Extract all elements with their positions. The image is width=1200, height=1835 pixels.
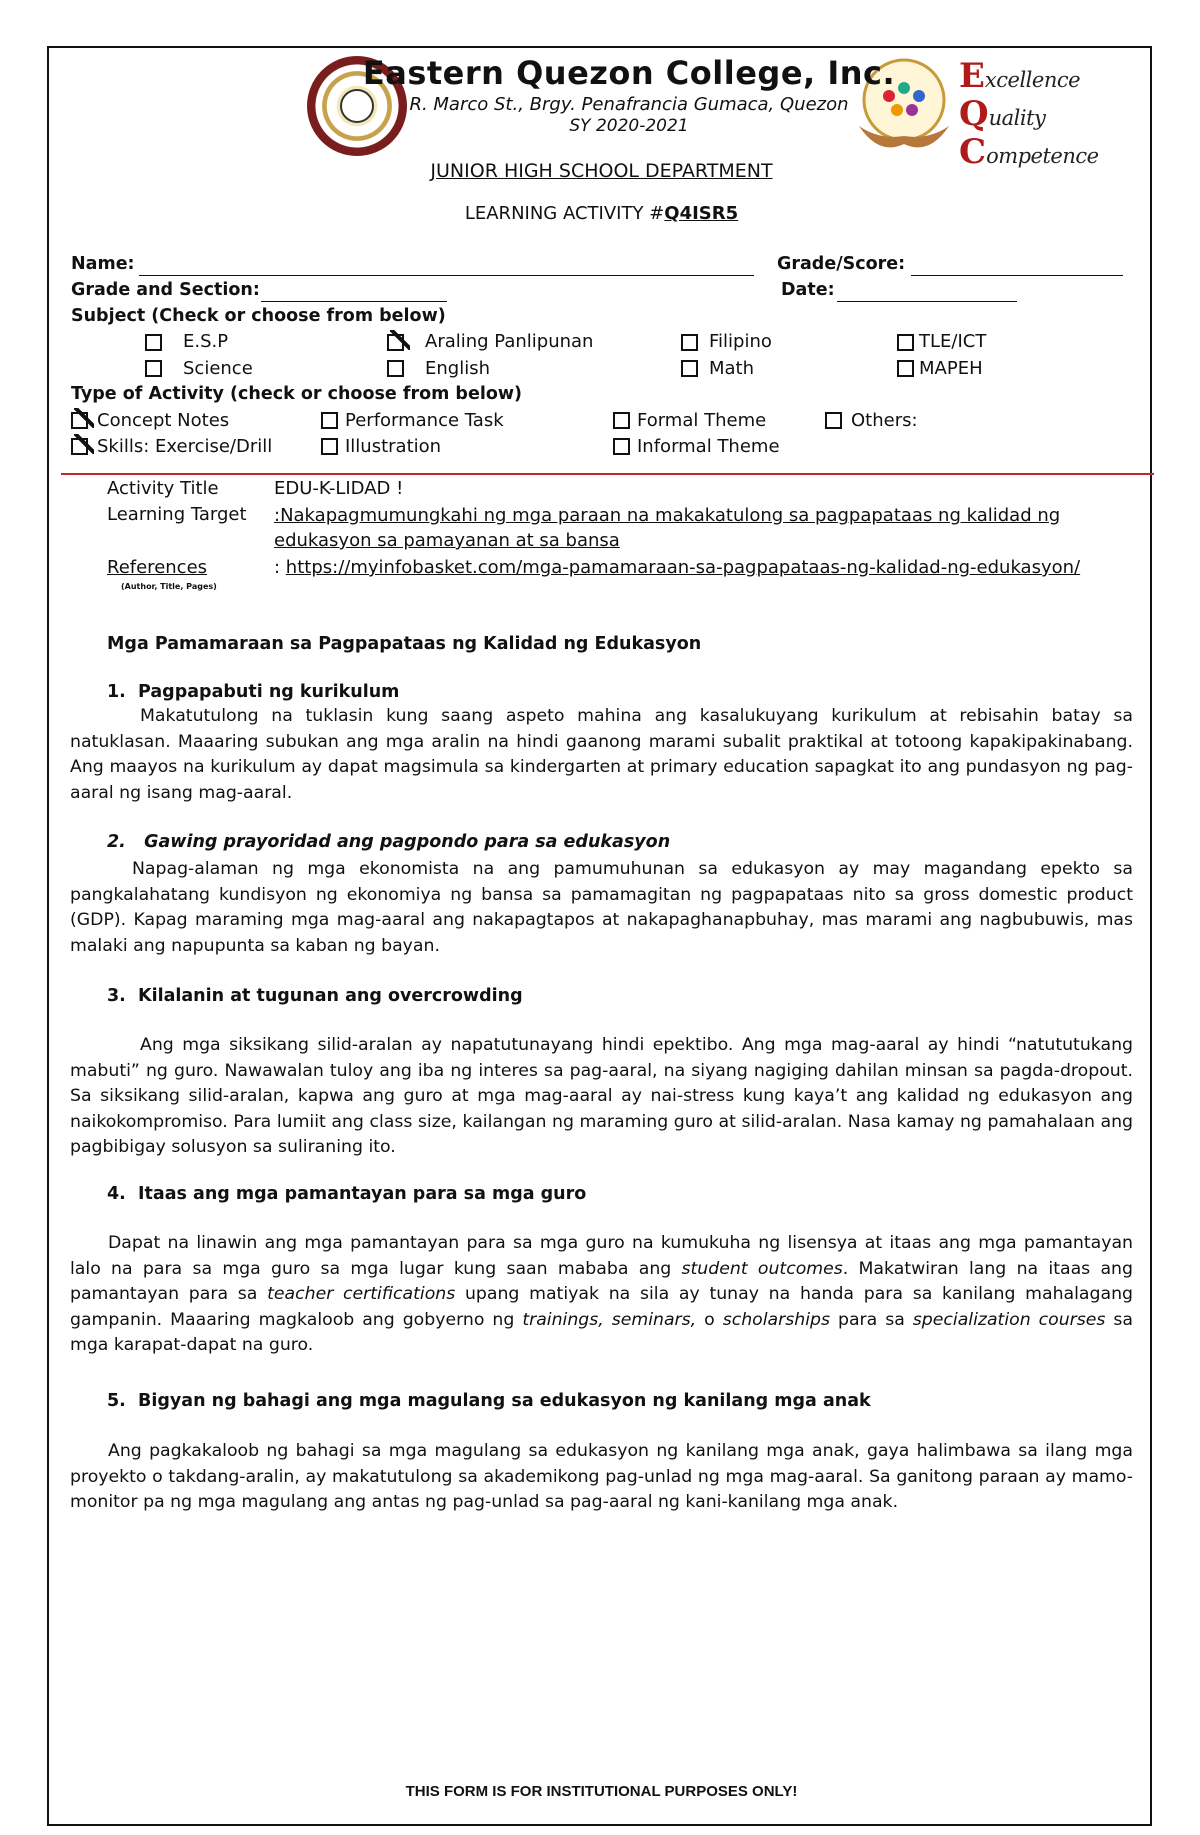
subject-label-araling-panlipunan: Araling Panlipunan xyxy=(425,331,594,352)
section-4-italic-term: student outcomes xyxy=(681,1258,843,1279)
section-4-text: para sa xyxy=(829,1309,913,1330)
section-3-paragraph: Ang mga siksikang silid-aralan ay napatutunayang hindi epektibo. Ang mga mag-aaral ay hindi “natututukang mabuti” ng guro. Nawawalan tuloy ang iba ng interes sa pag-aaral, na siyang nagiging dahilan minsan sa pagda-dropout. Sa siksikang silid-aralan, kapwa ang guro at mga mag-aaral ay nai-stress kung kaya’t ang kalidad ng edukasyon ang naikokompromiso. Para lumiit ang class size, kailangan ng maraming guro at silid-aralan. Nasa kamay ng pamahalaan ang pagbibigay solusyon sa suliraning ito. xyxy=(70,1035,1133,1157)
subject-checkbox-araling-panlipunan[interactable] xyxy=(387,334,404,351)
subject-label: Subject (Check or choose from below) xyxy=(71,306,446,326)
grade-section-field[interactable] xyxy=(261,300,447,302)
motto-eqc xyxy=(959,56,1149,170)
article-title: Mga Pamamaraan sa Pagpapataas ng Kalidad ng Edukasyon xyxy=(107,634,702,654)
activity-label-illustration: Illustration xyxy=(345,436,442,457)
activity-checkbox-formal-theme[interactable] xyxy=(613,412,630,429)
activity-checkbox-illustration[interactable] xyxy=(321,438,338,455)
activity-label-concept-notes: Concept Notes xyxy=(97,410,230,431)
section-1-paragraph: Makatutulong na tuklasin kung saang aspeto mahina ang kasalukuyang kurikulum at rebisahin batay sa natuklasan. Maaaring subukan ang mga aralin na hindi gaanong marami subalit praktikal at totoong kapakipakinabang. Ang maayos na kurikulum ay dapat magsimula sa kindergarten at primary education sapagkat ito ang pundasyon ng pag-aaral ng isang mag-aaral. xyxy=(70,706,1133,803)
school-year: SY 2020-2021 xyxy=(569,116,689,136)
section-4-italic-term: specialization courses xyxy=(912,1309,1106,1330)
grade-score-field[interactable] xyxy=(911,274,1123,276)
date-label: Date: xyxy=(781,280,835,300)
section-4-text: sa mga karapat-dapat na guro. xyxy=(70,1309,1134,1355)
section-4-text: o xyxy=(696,1309,723,1330)
department-title: JUNIOR HIGH SCHOOL DEPARTMENT xyxy=(430,160,773,182)
references-link[interactable]: https://myinfobasket.com/mga-pamamaraan-sa-pagpapataas-ng-kalidad-ng-edukasyon/ xyxy=(285,557,1081,578)
section-1-heading: 1. Pagpapabuti ng kurikulum xyxy=(107,682,400,702)
subject-label-english: English xyxy=(425,358,490,379)
subject-checkbox-english[interactable] xyxy=(387,360,404,377)
activity-checkbox-skills-exercise-drill[interactable] xyxy=(71,438,88,455)
activity-label-skills-exercise-drill: Skills: Exercise/Drill xyxy=(97,436,273,457)
activity-type-label: Type of Activity (check or choose from below) xyxy=(71,384,523,404)
footer-notice: THIS FORM IS FOR INSTITUTIONAL PURPOSES ONLY! xyxy=(405,1783,798,1800)
section-2-paragraph: Napag-alaman ng mga ekonomista na ang pamumuhunan sa edukasyon ay may magandang epekto sa pangkalahatang kundisyon ng ekonomiya ng bansa sa pamamagitan ng pagpapataas nito sa gross domestic product (GDP). Kapag maraming mga mag-aaral ang nakapagtapos at nakapaghanapbuhay, mas marami ang nagbubuwis, mas malaki ang napupunta sa kaban ng bayan. xyxy=(70,859,1133,956)
activity-label-formal-theme: Formal Theme xyxy=(637,410,767,431)
activity-checkbox-performance-task[interactable] xyxy=(321,412,338,429)
date-field[interactable] xyxy=(837,300,1017,302)
section-5-heading: 5. Bigyan ng bahagi ang mga magulang sa edukasyon ng kanilang mga anak xyxy=(107,1391,871,1411)
subject-label-tle-ict: TLE/ICT xyxy=(919,331,987,352)
subject-checkbox-tle-ict[interactable] xyxy=(897,334,914,351)
name-field[interactable] xyxy=(139,274,754,276)
grade-section-label: Grade and Section: xyxy=(71,280,260,300)
subject-label-science: Science xyxy=(183,358,253,379)
learning-target-text: :Nakapagmumungkahi ng mga paraan na makakatulong sa pagpapataas ng kalidad ng edukasyon sa pamayanan at sa bansa xyxy=(274,505,1061,551)
activity-label-others: Others: xyxy=(851,410,918,431)
motto-word: ompetence xyxy=(986,144,1099,168)
subject-checkbox-science[interactable] xyxy=(145,360,162,377)
subject-checkbox-math[interactable] xyxy=(681,360,698,377)
subject-label-filipino: Filipino xyxy=(709,331,772,352)
learning-target-label: Learning Target xyxy=(107,504,247,525)
references-note: (Author, Title, Pages) xyxy=(121,582,217,591)
section-4-italic-term: trainings, seminars, xyxy=(522,1309,697,1330)
subject-label-math: Math xyxy=(709,358,755,379)
motto-letter: Q xyxy=(959,94,989,134)
subject-label-mapeh: MAPEH xyxy=(919,358,983,379)
motto-word: xcellence xyxy=(984,68,1081,92)
section-4-heading: 4. Itaas ang mga pamantayan para sa mga guro xyxy=(107,1184,587,1204)
subject-checkbox-filipino[interactable] xyxy=(681,334,698,351)
section-2-heading: 2. Gawing prayoridad ang pagpondo para sa edukasyon xyxy=(107,832,671,852)
red-divider xyxy=(61,473,1154,475)
motto-letter: C xyxy=(959,132,987,172)
activity-checkbox-others[interactable] xyxy=(825,412,842,429)
section-3-heading: 3. Kilalanin at tugunan ang overcrowding xyxy=(107,986,523,1006)
college-address: R. Marco St., Brgy. Penafrancia Gumaca, Quezon xyxy=(409,94,849,115)
activity-checkbox-informal-theme[interactable] xyxy=(613,438,630,455)
section-4-paragraph xyxy=(70,1231,1133,1359)
college-name: Eastern Quezon College, Inc. xyxy=(362,54,896,92)
activity-checkbox-concept-notes[interactable] xyxy=(71,412,88,429)
learning-activity-number xyxy=(49,203,1154,224)
references-label: References xyxy=(107,557,208,578)
activity-title-label: Activity Title xyxy=(107,478,219,499)
activity-code: Q4ISR5 xyxy=(664,203,739,224)
subject-label-esp: E.S.P xyxy=(183,331,229,352)
section-5-paragraph: Ang pagkakaloob ng bahagi sa mga magulang sa edukasyon ng kanilang mga anak, gaya halimbawa sa ilang mga proyekto o takdang-aralin, ay makatutulong sa akademikong pag-unlad ng mga mag-aaral. Sa ganitong paraan ay mamo-monitor pa ng mga magulang ang antas ng pag-unlad sa pag-aaral ng kani-kanilang mga anak. xyxy=(70,1441,1133,1512)
activity-label-performance-task: Performance Task xyxy=(345,410,504,431)
references-value xyxy=(274,557,1080,578)
motto-word: uality xyxy=(988,106,1046,130)
references-prefix: : xyxy=(274,557,286,578)
section-4-italic-term: scholarships xyxy=(722,1309,830,1330)
activity-title-value: EDU-K-LIDAD ! xyxy=(274,478,404,499)
section-4-text: Dapat na linawin ang mga pamantayan para sa mga guro na kumukuha ng lisensya at itaas ang mga pamantayan lalo na para sa mga guro sa mga lugar kung saan mababa ang xyxy=(70,1233,1133,1279)
name-label: Name: xyxy=(71,254,135,274)
section-4-text: . Makatwiran lang na itaas ang pamantayan para sa xyxy=(70,1258,1133,1304)
grade-score-label: Grade/Score: xyxy=(777,254,906,274)
section-4-text: upang matiyak na sila ay tunay na handa para sa kanilang mahalagang gampanin. Maaaring magkaloob ang gobyerno ng xyxy=(70,1284,1133,1330)
section-4-italic-term: teacher certifications xyxy=(267,1284,456,1304)
activity-sheet xyxy=(47,46,1152,1826)
activity-prefix: LEARNING ACTIVITY # xyxy=(464,203,665,224)
motto-letter: E xyxy=(959,56,985,96)
learning-target-value xyxy=(274,503,1102,553)
subject-checkbox-esp[interactable] xyxy=(145,334,162,351)
subject-checkbox-mapeh[interactable] xyxy=(897,360,914,377)
activity-label-informal-theme: Informal Theme xyxy=(637,436,780,457)
